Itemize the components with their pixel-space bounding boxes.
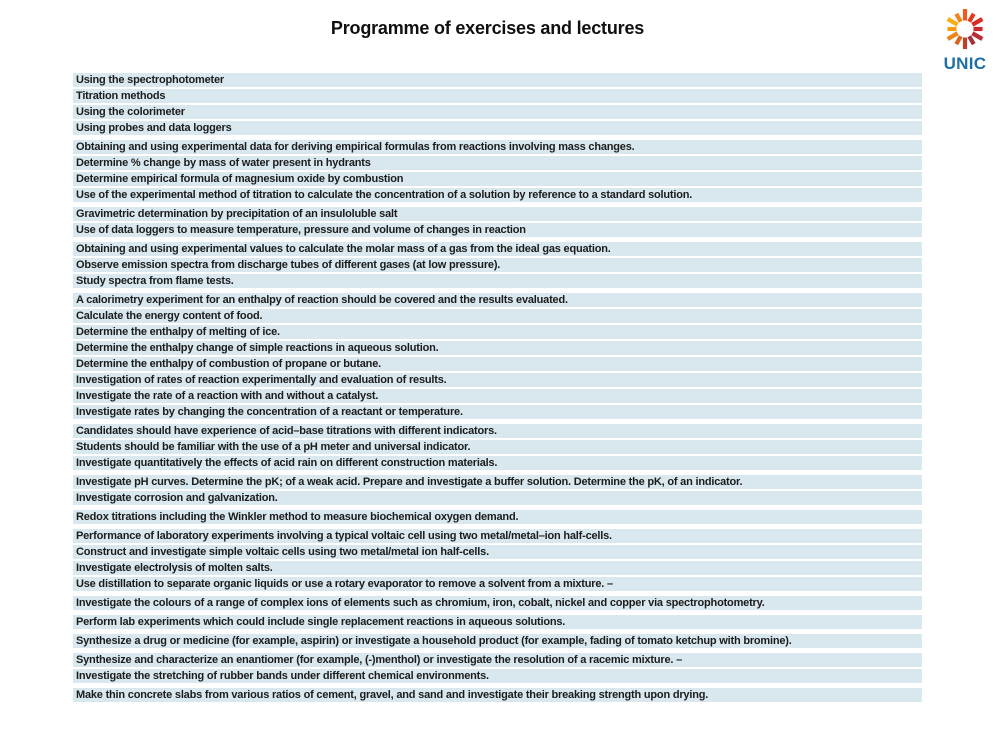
list-item: Determine the enthalpy of melting of ice. bbox=[73, 325, 922, 339]
list-item: Investigation of rates of reaction experimentally and evaluation of results. bbox=[73, 373, 922, 387]
list-group bbox=[73, 653, 922, 683]
list-item: Candidates should have experience of acid–base titrations with different indicators. bbox=[73, 424, 922, 438]
list-item: Investigate quantitatively the effects of acid rain on different construction materials. bbox=[73, 456, 922, 470]
unic-logo bbox=[938, 5, 992, 72]
list-item: Redox titrations including the Winkler method to measure biochemical oxygen demand. bbox=[73, 510, 922, 524]
list-item: Obtaining and using experimental values to calculate the molar mass of a gas from the ideal gas equation. bbox=[73, 242, 922, 256]
list-group bbox=[73, 293, 922, 419]
list-item: Investigate corrosion and galvanization. bbox=[73, 491, 922, 505]
list-group bbox=[73, 207, 922, 237]
sunburst-icon bbox=[941, 5, 989, 53]
list-group bbox=[73, 688, 922, 702]
list-item: Investigate the stretching of rubber bands under different chemical environments. bbox=[73, 669, 922, 683]
list-item: Determine the enthalpy of combustion of propane or butane. bbox=[73, 357, 922, 371]
page-title: Programme of exercises and lectures bbox=[330, 18, 645, 38]
list-item: Using the colorimeter bbox=[73, 105, 922, 119]
exercise-list bbox=[73, 73, 922, 707]
list-item: Perform lab experiments which could include single replacement reactions in aqueous solutions. bbox=[73, 615, 922, 629]
list-item: Investigate pH curves. Determine the pK; of a weak acid. Prepare and investigate a buffer solution. Determine the pK, of an indicator. bbox=[73, 475, 922, 489]
list-item: Make thin concrete slabs from various ratios of cement, gravel, and sand and investigate their breaking strength upon drying. bbox=[73, 688, 922, 702]
list-group bbox=[73, 596, 922, 610]
list-item: Use distillation to separate organic liquids or use a rotary evaporator to remove a solvent from a mixture. – bbox=[73, 577, 922, 591]
list-item: Investigate rates by changing the concentration of a reactant or temperature. bbox=[73, 405, 922, 419]
list-item: Gravimetric determination by precipitation of an insuloluble salt bbox=[73, 207, 922, 221]
list-item: Construct and investigate simple voltaic cells using two metal/metal ion half-cells. bbox=[73, 545, 922, 559]
list-group bbox=[73, 510, 922, 524]
list-group bbox=[73, 634, 922, 648]
list-item: Using probes and data loggers bbox=[73, 121, 922, 135]
list-group bbox=[73, 424, 922, 470]
list-item: Synthesize a drug or medicine (for example, aspirin) or investigate a household product (for example, fading of tomato ketchup with bromine). bbox=[73, 634, 922, 648]
list-item: A calorimetry experiment for an enthalpy of reaction should be covered and the results evaluated. bbox=[73, 293, 922, 307]
list-group bbox=[73, 475, 922, 505]
list-item: Investigate the colours of a range of complex ions of elements such as chromium, iron, cobalt, nickel and copper via spectrophotometry. bbox=[73, 596, 922, 610]
list-item: Observe emission spectra from discharge tubes of different gases (at low pressure). bbox=[73, 258, 922, 272]
list-item: Use of data loggers to measure temperature, pressure and volume of changes in reaction bbox=[73, 223, 922, 237]
list-item: Use of the experimental method of titration to calculate the concentration of a solution by reference to a standard solution. bbox=[73, 188, 922, 202]
list-item: Obtaining and using experimental data for deriving empirical formulas from reactions involving mass changes. bbox=[73, 140, 922, 154]
unic-logo-text: UNIC bbox=[943, 54, 987, 73]
list-group bbox=[73, 615, 922, 629]
list-item: Calculate the energy content of food. bbox=[73, 309, 922, 323]
list-item: Performance of laboratory experiments involving a typical voltaic cell using two metal/metal–ion half-cells. bbox=[73, 529, 922, 543]
list-item: Students should be familiar with the use of a pH meter and universal indicator. bbox=[73, 440, 922, 454]
list-item: Synthesize and characterize an enantiomer (for example, (-)menthol) or investigate the resolution of a racemic mixture. – bbox=[73, 653, 922, 667]
list-item: Investigate the rate of a reaction with and without a catalyst. bbox=[73, 389, 922, 403]
list-item: Using the spectrophotometer bbox=[73, 73, 922, 87]
list-group bbox=[73, 140, 922, 202]
list-group bbox=[73, 529, 922, 591]
list-item: Titration methods bbox=[73, 89, 922, 103]
list-item: Determine the enthalpy change of simple reactions in aqueous solution. bbox=[73, 341, 922, 355]
list-item: Study spectra from flame tests. bbox=[73, 274, 922, 288]
list-group bbox=[73, 73, 922, 135]
list-item: Determine empirical formula of magnesium oxide by combustion bbox=[73, 172, 922, 186]
list-item: Determine % change by mass of water present in hydrants bbox=[73, 156, 922, 170]
list-group bbox=[73, 242, 922, 288]
list-item: Investigate electrolysis of molten salts. bbox=[73, 561, 922, 575]
